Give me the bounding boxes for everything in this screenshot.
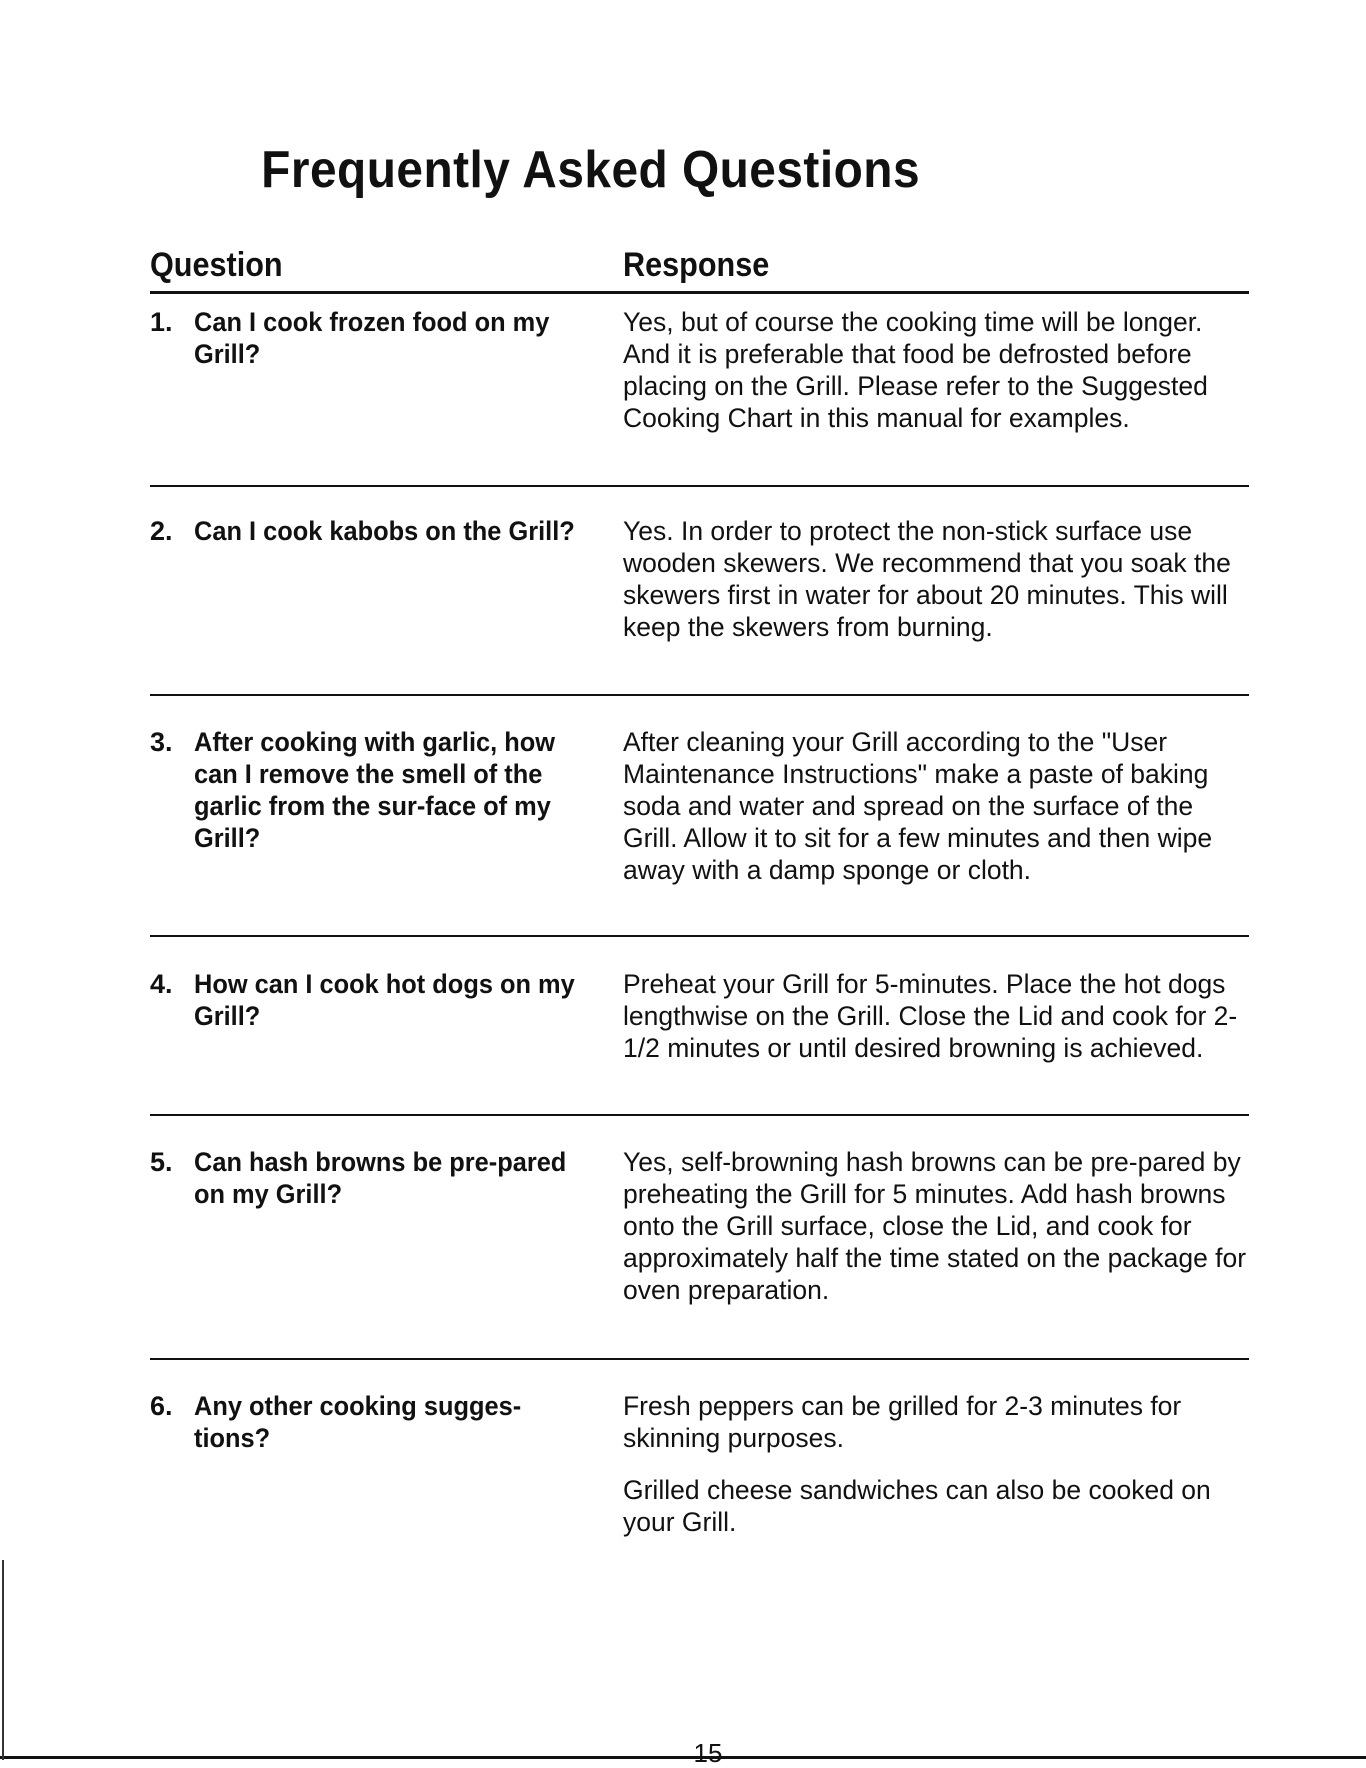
question-text: How can I cook hot dogs on my Grill? — [194, 969, 575, 1031]
question-number: 2. — [150, 516, 173, 546]
question-number: 4. — [150, 969, 173, 999]
question-number: 1. — [150, 307, 173, 337]
page-number: 15 — [693, 1738, 723, 1768]
response-text — [623, 306, 1253, 434]
question-text: Any other cooking sugges-tions? — [194, 1391, 522, 1453]
response-text — [623, 726, 1253, 886]
question-column-header: Question — [150, 246, 283, 284]
response-text — [623, 968, 1253, 1064]
response-paragraph: Yes, but of course the cooking time will be longer. And it is preferable that food be defrosted before placing on the Grill. Please refer to the Suggested Cooking Chart in this manual for examples. — [623, 307, 1208, 433]
response-text — [623, 1146, 1253, 1306]
header-divider — [150, 291, 1249, 294]
response-text — [623, 1390, 1253, 1538]
response-column-header: Response — [623, 246, 770, 284]
response-paragraph: Fresh peppers can be grilled for 2-3 minutes for skinning purposes. — [623, 1391, 1182, 1453]
response-paragraph: Yes. In order to protect the non-stick surface use wooden skewers. We recommend that you soak the skewers first in water for about 20 minutes. This will keep the skewers from burning. — [623, 516, 1231, 642]
row-divider — [150, 935, 1249, 937]
scan-edge-left — [2, 1560, 4, 1760]
row-divider — [150, 485, 1249, 487]
response-paragraph: Preheat your Grill for 5-minutes. Place the hot dogs lengthwise on the Grill. Close the Lid and cook for 2-1/2 minutes or until desired browning is achieved. — [623, 969, 1238, 1063]
row-divider — [150, 1114, 1249, 1116]
response-paragraph: Grilled cheese sandwiches can also be cooked on your Grill. — [623, 1475, 1211, 1537]
response-text — [623, 515, 1253, 643]
question-text: After cooking with garlic, how can I remove the smell of the garlic from the sur-face of my Grill? — [194, 727, 555, 853]
question-text: Can hash browns be pre-pared on my Grill? — [194, 1147, 567, 1209]
response-paragraph: After cleaning your Grill according to the "User Maintenance Instructions" make a paste of baking soda and water and spread on the surface of the Grill. Allow it to sit for a few minutes and then wipe away with a damp sponge or cloth. — [623, 727, 1213, 885]
question-text: Can I cook kabobs on the Grill? — [194, 516, 575, 546]
response-paragraph: Yes, self-browning hash browns can be pre-pared by preheating the Grill for 5 minutes. Add hash browns onto the Grill surface, close the Lid, and cook for approximately half the time stated on the package for oven preparation. — [623, 1147, 1247, 1305]
question-number: 5. — [150, 1147, 173, 1177]
scan-edge-bottom — [0, 1756, 1366, 1759]
row-divider — [150, 1358, 1249, 1360]
page-title: Frequently Asked Questions — [261, 141, 921, 199]
question-text: Can I cook frozen food on my Grill? — [194, 307, 550, 369]
question-number: 3. — [150, 727, 173, 757]
question-number: 6. — [150, 1391, 173, 1421]
row-divider — [150, 694, 1249, 696]
